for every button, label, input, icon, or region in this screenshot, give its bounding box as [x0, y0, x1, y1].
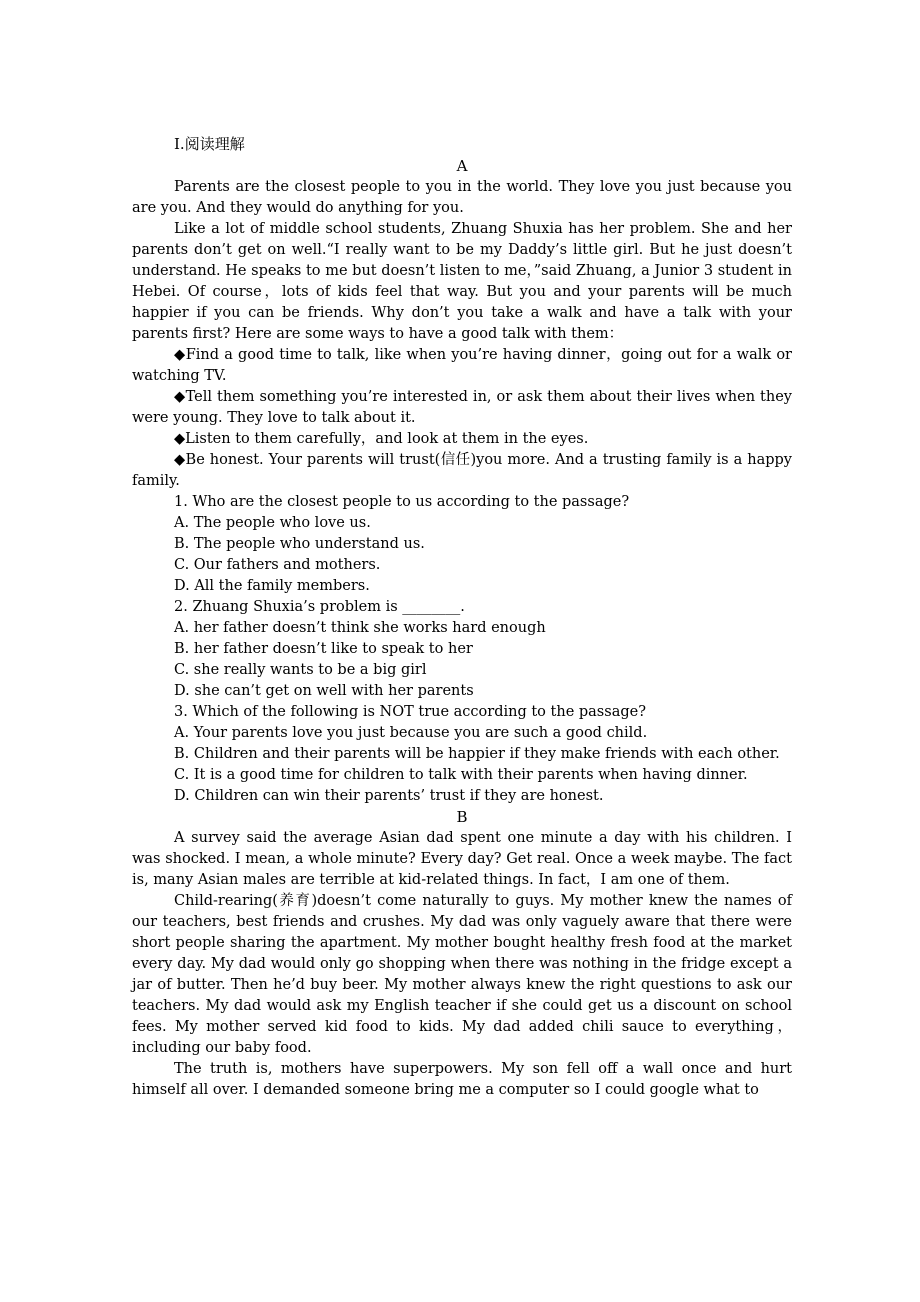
passage-a-paragraph-1: Parents are the closest people to you in the world. They love you just because you are you. And they would do anything for you.: [132, 179, 792, 216]
section-heading: Ⅰ.阅读理解: [174, 135, 245, 153]
question-2-option-a: A. her father doesn’t think she works hard enough: [174, 620, 546, 636]
question-1-option-a: A. The people who love us.: [174, 515, 371, 531]
question-2-option-b: B. her father doesn’t like to speak to her: [174, 641, 473, 657]
question-1-stem: 1. Who are the closest people to us according to the passage?: [174, 494, 630, 510]
question-1-option-c: C. Our fathers and mothers.: [174, 557, 381, 573]
question-2-stem: 2. Zhuang Shuxia’s problem is ________.: [174, 599, 465, 615]
tip-bullet-4: ◆Be honest. Your parents will trust(信任)you more. And a trusting family is a happy family.: [132, 452, 792, 489]
question-2-option-d: D. she can’t get on well with her parents: [174, 683, 474, 699]
tip-bullet-2: ◆Tell them something you’re interested in, or ask them about their lives when they were young. They love to talk about it.: [132, 389, 792, 426]
question-3-option-d: D. Children can win their parents’ trust if they are honest.: [174, 788, 604, 804]
question-3-option-a: A. Your parents love you just because you are such a good child.: [174, 725, 648, 741]
question-3-option-c: C. It is a good time for children to talk with their parents when having dinner.: [174, 767, 748, 783]
passage-b-paragraph-2: Child-rearing(养育)doesn’t come naturally to guys. My mother knew the names of our teachers, best friends and crushes. My dad was only vaguely aware that there were short people sharing the apartment. My mother bought healthy fresh food at the market every day. My dad would only go shopping when there was nothing in the fridge except a jar of butter. Then he’d buy beer. My mother always knew the right questions to ask our teachers. My dad would ask my English teacher if she could get us a discount on school fees. My mother served kid food to kids. My dad added chili sauce to everything，including our baby food.: [132, 893, 792, 1056]
question-3-stem: 3. Which of the following is NOT true according to the passage?: [174, 704, 646, 720]
passage-a-paragraph-2: Like a lot of middle school students, Zhuang Shuxia has her problem. She and her parents don’t get on well.“I really want to be my Daddy’s little girl. But he just doesn’t understand. He speaks to me but doesn’t listen to me，”said Zhuang, a Junior 3 student in Hebei. Of course，lots of kids feel that way. But you and your parents will be much happier if you can be friends. Why don’t you take a walk and have a talk with your parents first? Here are some ways to have a good talk with them：: [132, 221, 792, 342]
passage-b-title: B: [456, 808, 468, 826]
question-1-option-d: D. All the family members.: [174, 578, 370, 594]
passage-b-paragraph-1: A survey said the average Asian dad spent one minute a day with his children. I was shocked. I mean, a whole minute? Every day? Get real. Once a week maybe. The fact is, many Asian males are terrible at kid-related things. In fact，I am one of them.: [132, 830, 792, 888]
question-2-option-c: C. she really wants to be a big girl: [174, 662, 427, 678]
passage-a-title: A: [456, 157, 468, 175]
document-content: [132, 132, 792, 1101]
question-3-option-b: B. Children and their parents will be happier if they make friends with each other.: [174, 746, 780, 762]
tip-bullet-1: ◆Find a good time to talk, like when you’re having dinner，going out for a walk or watching TV.: [132, 347, 792, 384]
tip-bullet-3: ◆Listen to them carefully，and look at them in the eyes.: [174, 431, 589, 447]
question-1-option-b: B. The people who understand us.: [174, 536, 425, 552]
passage-b-paragraph-3: The truth is, mothers have superpowers. My son fell off a wall once and hurt himself all over. I demanded someone bring me a computer so I could google what to: [132, 1061, 792, 1098]
